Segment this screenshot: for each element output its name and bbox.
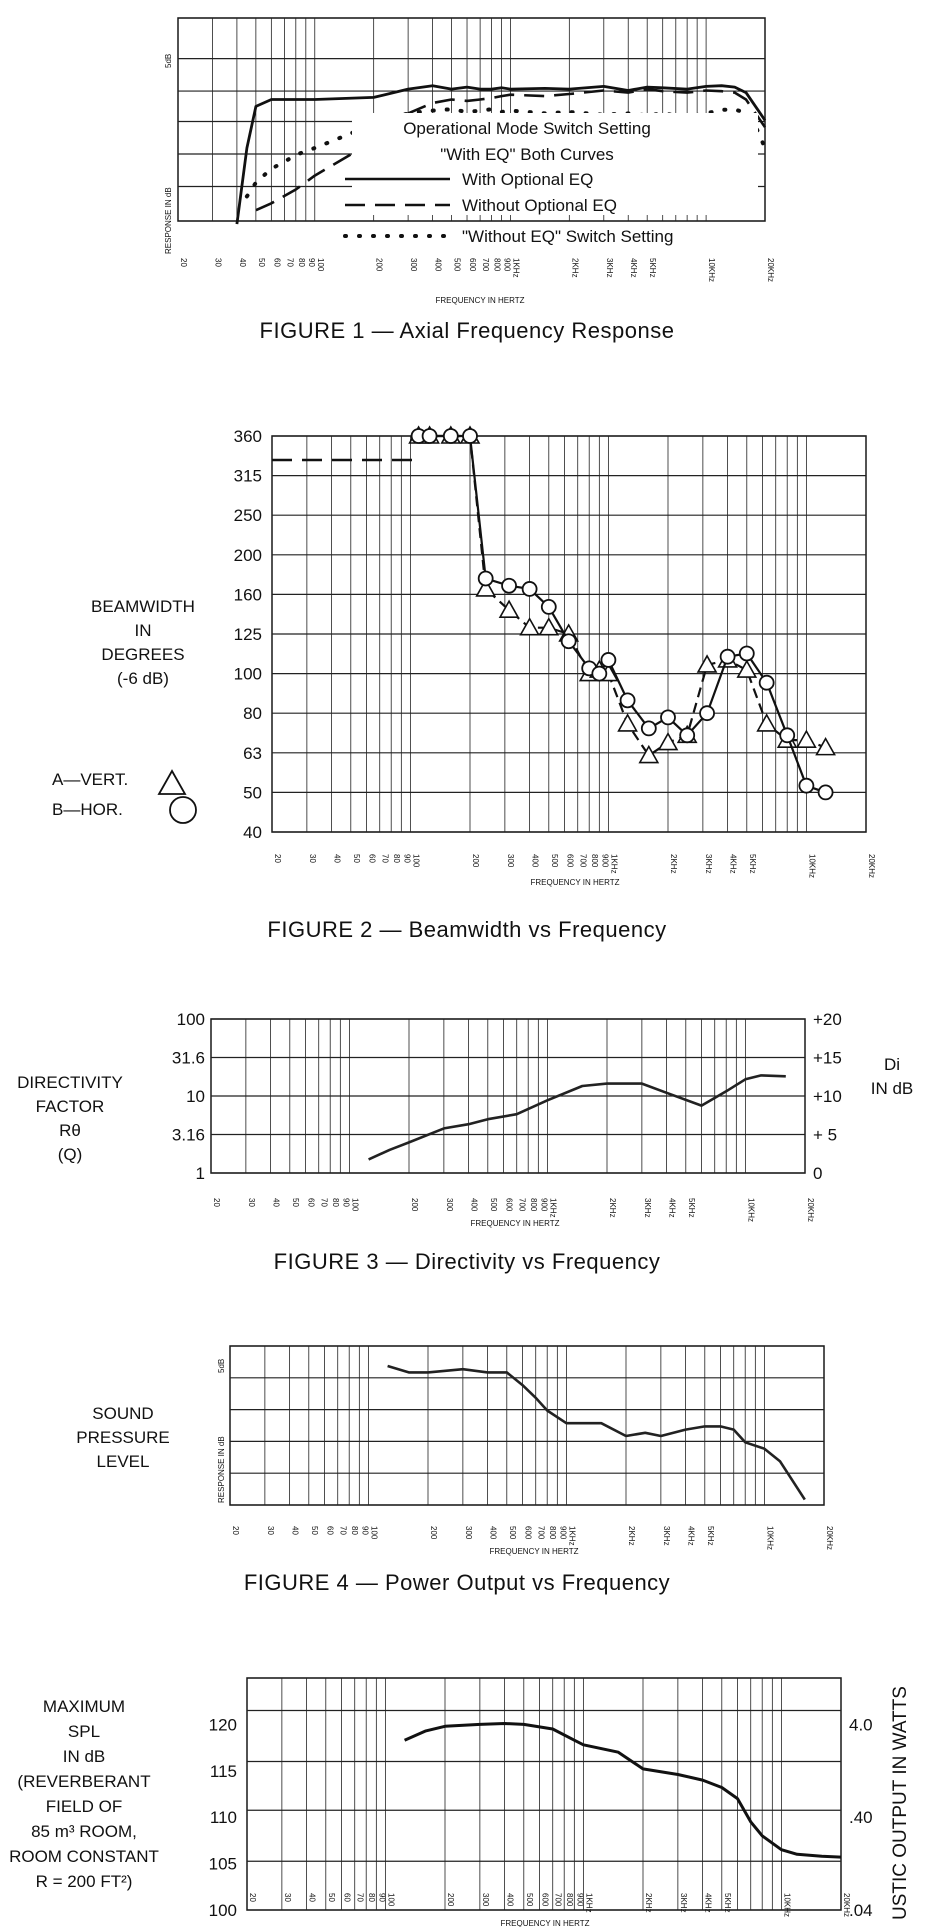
x-tick-label: 40	[271, 1198, 281, 1207]
x-tick-label: 2KHz	[627, 1526, 636, 1546]
y-tick-label: 160	[233, 585, 262, 605]
y-scale-label: 5dB	[164, 53, 173, 68]
x-tick-label: 900	[502, 258, 512, 272]
x-tick-label: 70	[319, 1198, 329, 1207]
x-tick-label: 4KHz	[686, 1526, 696, 1546]
x-tick-label: 200	[429, 1526, 438, 1540]
x-tick-label: 4KHz	[629, 258, 639, 278]
y-tick-label: 50	[243, 783, 262, 803]
x-tick-label: 3KHz	[678, 1893, 688, 1913]
x-tick-label: 200	[410, 1198, 419, 1212]
x-tick-label: 500	[549, 854, 559, 868]
plot-frame	[230, 1346, 824, 1505]
x-tick-label: 30	[307, 854, 317, 863]
x-tick-label: 80	[296, 258, 306, 267]
x-tick-label: 400	[530, 854, 540, 868]
y-tick-label: 200	[233, 545, 262, 565]
side-label-line-3: LEVEL	[96, 1452, 150, 1471]
x-tick-label: 3KHz	[604, 258, 614, 278]
y-label-line-5: FIELD OF	[45, 1797, 123, 1816]
x-tick-label: 1KHz	[511, 258, 521, 278]
x-tick-label: 10KHz	[807, 854, 817, 879]
y-label-line-2: IN	[134, 621, 152, 640]
x-tick-label: 60	[325, 1526, 335, 1535]
triangle-point	[521, 619, 539, 635]
y-tick-label: 40	[243, 823, 262, 842]
x-tick-label: 2KHz	[644, 1893, 653, 1913]
x-tick-label: 4KHz	[667, 1198, 677, 1218]
x-tick-label: 3KHz	[661, 1526, 671, 1546]
x-tick-label: 5KHz	[722, 1893, 732, 1913]
y-tick-label: 31.6	[171, 1048, 205, 1068]
circle-point	[463, 429, 477, 443]
y-label-line-3: IN dB	[62, 1747, 106, 1766]
x-tick-label: 20KHz	[806, 1198, 815, 1223]
x-tick-label: 700	[578, 854, 588, 868]
x-tick-label: 5KHz	[648, 258, 658, 278]
x-tick-label: 70	[355, 1893, 365, 1902]
x-tick-label: 800	[590, 854, 600, 868]
x-tick-label: 100	[369, 1526, 379, 1540]
y-tick-label: 110	[209, 1808, 237, 1828]
x-tick-label: 2KHz	[669, 854, 678, 874]
x-tick-label: 90	[377, 1893, 387, 1902]
y-label-line-8: R = 200 FT²)	[35, 1872, 133, 1891]
circle-point	[592, 667, 606, 681]
y-label-line-1: BEAMWIDTH	[91, 597, 195, 616]
figure-4-caption: FIGURE 4 — Power Output vs Frequency	[243, 1570, 671, 1595]
legend-entry-switch-setting: "Without EQ" Switch Setting	[462, 227, 674, 246]
x-tick-label: 90	[306, 258, 316, 267]
series-line-hor	[419, 436, 826, 792]
x-tick-label: 700	[553, 1893, 563, 1907]
legend-entry-without-eq: Without Optional EQ	[462, 196, 617, 215]
x-tick-label: 30	[282, 1893, 292, 1902]
figure-2-caption: FIGURE 2 — Beamwidth vs Frequency	[267, 917, 667, 942]
legend-entry-vert: A—VERT.	[52, 770, 129, 789]
x-tick-label: 600	[523, 1526, 533, 1540]
y2-tick-label: 0	[813, 1164, 823, 1183]
x-tick-label: 70	[285, 258, 295, 267]
side-label-line-2: PRESSURE	[76, 1428, 170, 1447]
x-tick-label: 10KHz	[746, 1198, 756, 1223]
x-tick-label: 20	[179, 258, 188, 267]
x-axis-label: FREQUENCY IN HERTZ	[489, 1547, 579, 1556]
y2-tick-label: + 5	[813, 1125, 838, 1145]
x-tick-label: 600	[540, 1893, 550, 1907]
x-tick-label: 80	[331, 1198, 341, 1207]
x-tick-label: 80	[350, 1526, 360, 1535]
y-label-line-1: MAXIMUM	[42, 1697, 126, 1716]
figure-2-beamwidth	[52, 427, 876, 942]
y-tick-label: 80	[243, 704, 262, 724]
x-tick-label: 100	[411, 854, 421, 868]
x-tick-label: 30	[265, 1526, 275, 1535]
y-label-line-2: SPL	[67, 1722, 101, 1741]
x-tick-label: 20KHz	[867, 854, 876, 879]
figure-3-caption: FIGURE 3 — Directivity vs Frequency	[273, 1249, 661, 1274]
y-label-line-1: DIRECTIVITY	[17, 1073, 123, 1092]
y-tick-label: 125	[233, 625, 262, 644]
x-tick-label: 20KHz	[766, 258, 775, 283]
circle-point	[740, 646, 754, 660]
y-tick-label: 120	[208, 1715, 237, 1735]
x-tick-label: 600	[468, 258, 478, 272]
x-tick-label: 30	[246, 1198, 256, 1207]
x-tick-label: 400	[488, 1526, 498, 1540]
x-tick-label: 90	[341, 1198, 351, 1207]
triangle-point	[659, 734, 677, 750]
y2-tick-label: +15	[813, 1048, 842, 1068]
x-tick-label: 50	[290, 1198, 300, 1207]
x-tick-label: 20KHz	[842, 1893, 851, 1918]
x-tick-label: 900	[539, 1198, 549, 1212]
x-tick-label: 1KHz	[584, 1893, 594, 1913]
series-line-power	[388, 1366, 805, 1500]
y-tick-labels	[209, 1715, 237, 1920]
x-axis-label: FREQUENCY IN HERTZ	[435, 296, 525, 305]
y-tick-label: 3.16	[171, 1125, 205, 1145]
circle-point	[680, 728, 694, 742]
x-tick-label: 10KHz	[707, 258, 717, 283]
x-tick-label: 700	[517, 1198, 527, 1212]
y-label-line-3: DEGREES	[101, 645, 185, 664]
x-tick-label: 90	[360, 1526, 370, 1535]
circle-point	[621, 693, 635, 707]
x-tick-label: 20	[273, 854, 282, 863]
x-tick-label: 50	[326, 1893, 336, 1902]
series-lines	[388, 1366, 805, 1500]
figure-4-power-output	[76, 1346, 834, 1595]
y2-tick-label: +20	[813, 1010, 842, 1029]
x-tick-label: 30	[213, 258, 223, 267]
y2-axis-label	[871, 1055, 914, 1098]
circle-point	[721, 650, 735, 664]
circle-point	[479, 571, 493, 585]
x-tick-label: 500	[488, 1198, 498, 1212]
x-axis-label: FREQUENCY IN HERTZ	[530, 878, 620, 887]
legend	[52, 770, 196, 823]
x-tick-label: 800	[529, 1198, 539, 1212]
x-tick-label: 40	[307, 1893, 317, 1902]
x-tick-label: 500	[452, 258, 462, 272]
series-line-directivity	[369, 1075, 786, 1159]
x-tick-label: 500	[507, 1526, 517, 1540]
circle-point	[700, 706, 714, 720]
x-tick-label: 70	[338, 1526, 348, 1535]
x-tick-label: 2KHz	[608, 1198, 617, 1218]
x-tick-label: 80	[367, 1893, 377, 1902]
figure-1-caption: FIGURE 1 — Axial Frequency Response	[259, 318, 675, 343]
x-tick-label: 700	[481, 258, 491, 272]
x-tick-label: 50	[309, 1526, 319, 1535]
y-tick-labels	[234, 427, 262, 842]
x-tick-label: 400	[433, 258, 443, 272]
y-tick-label: 115	[209, 1761, 237, 1781]
x-tick-label: 800	[492, 258, 502, 272]
y-label-line-7: ROOM CONSTANT	[9, 1847, 159, 1866]
y-tick-label: 250	[233, 506, 262, 526]
y-tick-labels	[172, 1010, 205, 1183]
figure-1-frequency-response	[164, 18, 775, 343]
circle-point	[542, 600, 556, 614]
x-tick-label: 300	[409, 258, 419, 272]
y2-label-line-1: Di	[883, 1055, 901, 1074]
triangle-point	[640, 747, 658, 763]
circle-point	[819, 785, 833, 799]
x-tick-label: 200	[471, 854, 480, 868]
triangle-point	[817, 739, 835, 755]
circle-marker-icon	[170, 797, 196, 823]
x-tick-label: 60	[306, 1198, 316, 1207]
x-tick-label: 60	[367, 854, 377, 863]
y-label-line-3: Rθ	[59, 1121, 81, 1140]
y-tick-label: 315	[233, 466, 262, 486]
x-tick-label: 200	[374, 258, 384, 272]
x-tick-label: 300	[505, 854, 515, 868]
x-tick-label: 100	[315, 258, 325, 272]
circle-point	[523, 582, 537, 596]
y-tick-label: 100	[233, 664, 262, 684]
figure-3-directivity	[17, 1010, 913, 1274]
x-tick-label: 20	[248, 1893, 257, 1902]
x-tick-labels	[179, 258, 775, 282]
x-tick-labels	[248, 1893, 851, 1917]
x-tick-label: 20	[231, 1526, 240, 1535]
triangle-point	[758, 715, 776, 731]
x-tick-label: 1KHz	[609, 854, 619, 874]
y-tick-label: 10	[186, 1087, 205, 1106]
y-axis-label: RESPONSE IN dB	[164, 187, 173, 254]
y2-tick-labels	[849, 1715, 873, 1920]
y-label-line-4: (REVERBERANT	[17, 1772, 151, 1791]
x-tick-labels	[273, 854, 876, 878]
y-label-line-2: FACTOR	[35, 1097, 105, 1116]
x-tick-label: 400	[469, 1198, 479, 1212]
triangle-marker-icon	[159, 771, 185, 794]
x-tick-label: 80	[392, 854, 402, 863]
y-axis-label	[9, 1697, 159, 1891]
circle-point	[601, 653, 615, 667]
x-tick-label: 500	[524, 1893, 534, 1907]
series-lines	[369, 1075, 786, 1159]
y-label-line-4: (-6 dB)	[117, 669, 169, 688]
triangle-point	[797, 731, 815, 747]
series-line-max-spl	[405, 1724, 841, 1858]
x-tick-label: 400	[505, 1893, 515, 1907]
series-lines	[405, 1724, 841, 1858]
y-tick-label: 100	[176, 1010, 205, 1029]
x-axis-label: FREQUENCY IN HERTZ	[470, 1219, 560, 1228]
x-tick-label: 300	[444, 1198, 454, 1212]
x-tick-label: 300	[480, 1893, 490, 1907]
legend-title-line-1: Operational Mode Switch Setting	[403, 119, 651, 138]
x-tick-label: 800	[565, 1893, 575, 1907]
x-tick-label: 5KHz	[747, 854, 757, 874]
y2-axis-label: USTIC OUTPUT IN WATTS	[890, 1686, 911, 1920]
x-tick-label: 100	[386, 1893, 396, 1907]
y-tick-label: 360	[233, 427, 262, 446]
x-tick-label: 70	[380, 854, 390, 863]
grid	[247, 1678, 841, 1910]
series-lines	[272, 427, 835, 799]
y-scale-label: 5dB	[217, 1358, 226, 1373]
y-label-line-6: 85 m³ ROOM,	[31, 1822, 137, 1841]
x-tick-label: 50	[256, 258, 266, 267]
circle-point	[760, 676, 774, 690]
y-axis-label	[91, 597, 195, 688]
legend-entry-hor: B—HOR.	[52, 800, 123, 819]
x-tick-label: 90	[402, 854, 412, 863]
y2-label-line-2: IN dB	[870, 1079, 914, 1098]
x-tick-label: 3KHz	[703, 854, 713, 874]
x-tick-label: 100	[350, 1198, 360, 1212]
figure-5-max-spl	[9, 1678, 911, 1927]
x-tick-label: 900	[575, 1893, 585, 1907]
x-tick-label: 700	[536, 1526, 546, 1540]
plot-frame	[247, 1678, 841, 1910]
x-tick-label: 40	[237, 258, 247, 267]
circle-point	[502, 579, 516, 593]
x-tick-label: 20KHz	[825, 1526, 834, 1551]
circle-point	[780, 728, 794, 742]
x-tick-label: 5KHz	[686, 1198, 696, 1218]
y2-tick-label: .04	[849, 1901, 873, 1920]
y2-tick-labels	[813, 1010, 842, 1183]
x-tick-label: 900	[600, 854, 610, 868]
y-tick-label: 105	[208, 1854, 237, 1874]
side-label	[76, 1404, 170, 1471]
x-tick-label: 50	[351, 854, 361, 863]
circle-point	[444, 429, 458, 443]
legend-title-line-2: "With EQ" Both Curves	[440, 145, 614, 164]
x-tick-label: 1KHz	[548, 1198, 558, 1218]
x-tick-label: 200	[446, 1893, 455, 1907]
x-tick-label: 900	[558, 1526, 568, 1540]
circle-point	[423, 429, 437, 443]
circle-point	[799, 779, 813, 793]
x-tick-label: 4KHz	[703, 1893, 713, 1913]
x-tick-label: 300	[463, 1526, 473, 1540]
x-tick-label: 1KHz	[567, 1526, 577, 1546]
circle-point	[642, 721, 656, 735]
x-tick-label: 40	[290, 1526, 300, 1535]
circle-point	[562, 634, 576, 648]
x-tick-label: 10KHz	[765, 1526, 775, 1551]
y2-tick-label: +10	[813, 1087, 842, 1106]
y-axis-label: RESPONSE IN dB	[217, 1436, 226, 1503]
x-tick-label: 600	[504, 1198, 514, 1212]
x-tick-label: 600	[565, 854, 575, 868]
y-tick-label: 100	[208, 1901, 237, 1920]
x-tick-label: 20	[212, 1198, 221, 1207]
legend-entry-with-eq: With Optional EQ	[462, 170, 594, 189]
x-tick-label: 3KHz	[642, 1198, 652, 1218]
triangle-point	[619, 715, 637, 731]
x-tick-label: 60	[272, 258, 282, 267]
x-tick-label: 4KHz	[728, 854, 738, 874]
y-tick-label: 63	[243, 743, 262, 763]
x-tick-label: 2KHz	[570, 258, 580, 278]
grid	[230, 1346, 824, 1505]
y-axis-label	[17, 1073, 123, 1164]
y2-tick-label: .40	[849, 1808, 873, 1828]
x-tick-label: 5KHz	[705, 1526, 715, 1546]
y2-tick-label: 4.0	[849, 1715, 873, 1735]
x-tick-label: 40	[332, 854, 342, 863]
x-tick-label: 800	[548, 1526, 558, 1540]
side-label-line-1: SOUND	[92, 1404, 154, 1423]
y-label-line-4: (Q)	[57, 1145, 83, 1164]
x-tick-label: 60	[342, 1893, 352, 1902]
x-tick-label: 10KHz	[782, 1893, 792, 1918]
circle-point	[661, 710, 675, 724]
x-axis-label: FREQUENCY IN HERTZ	[500, 1919, 590, 1927]
y-tick-label: 1	[195, 1164, 205, 1183]
